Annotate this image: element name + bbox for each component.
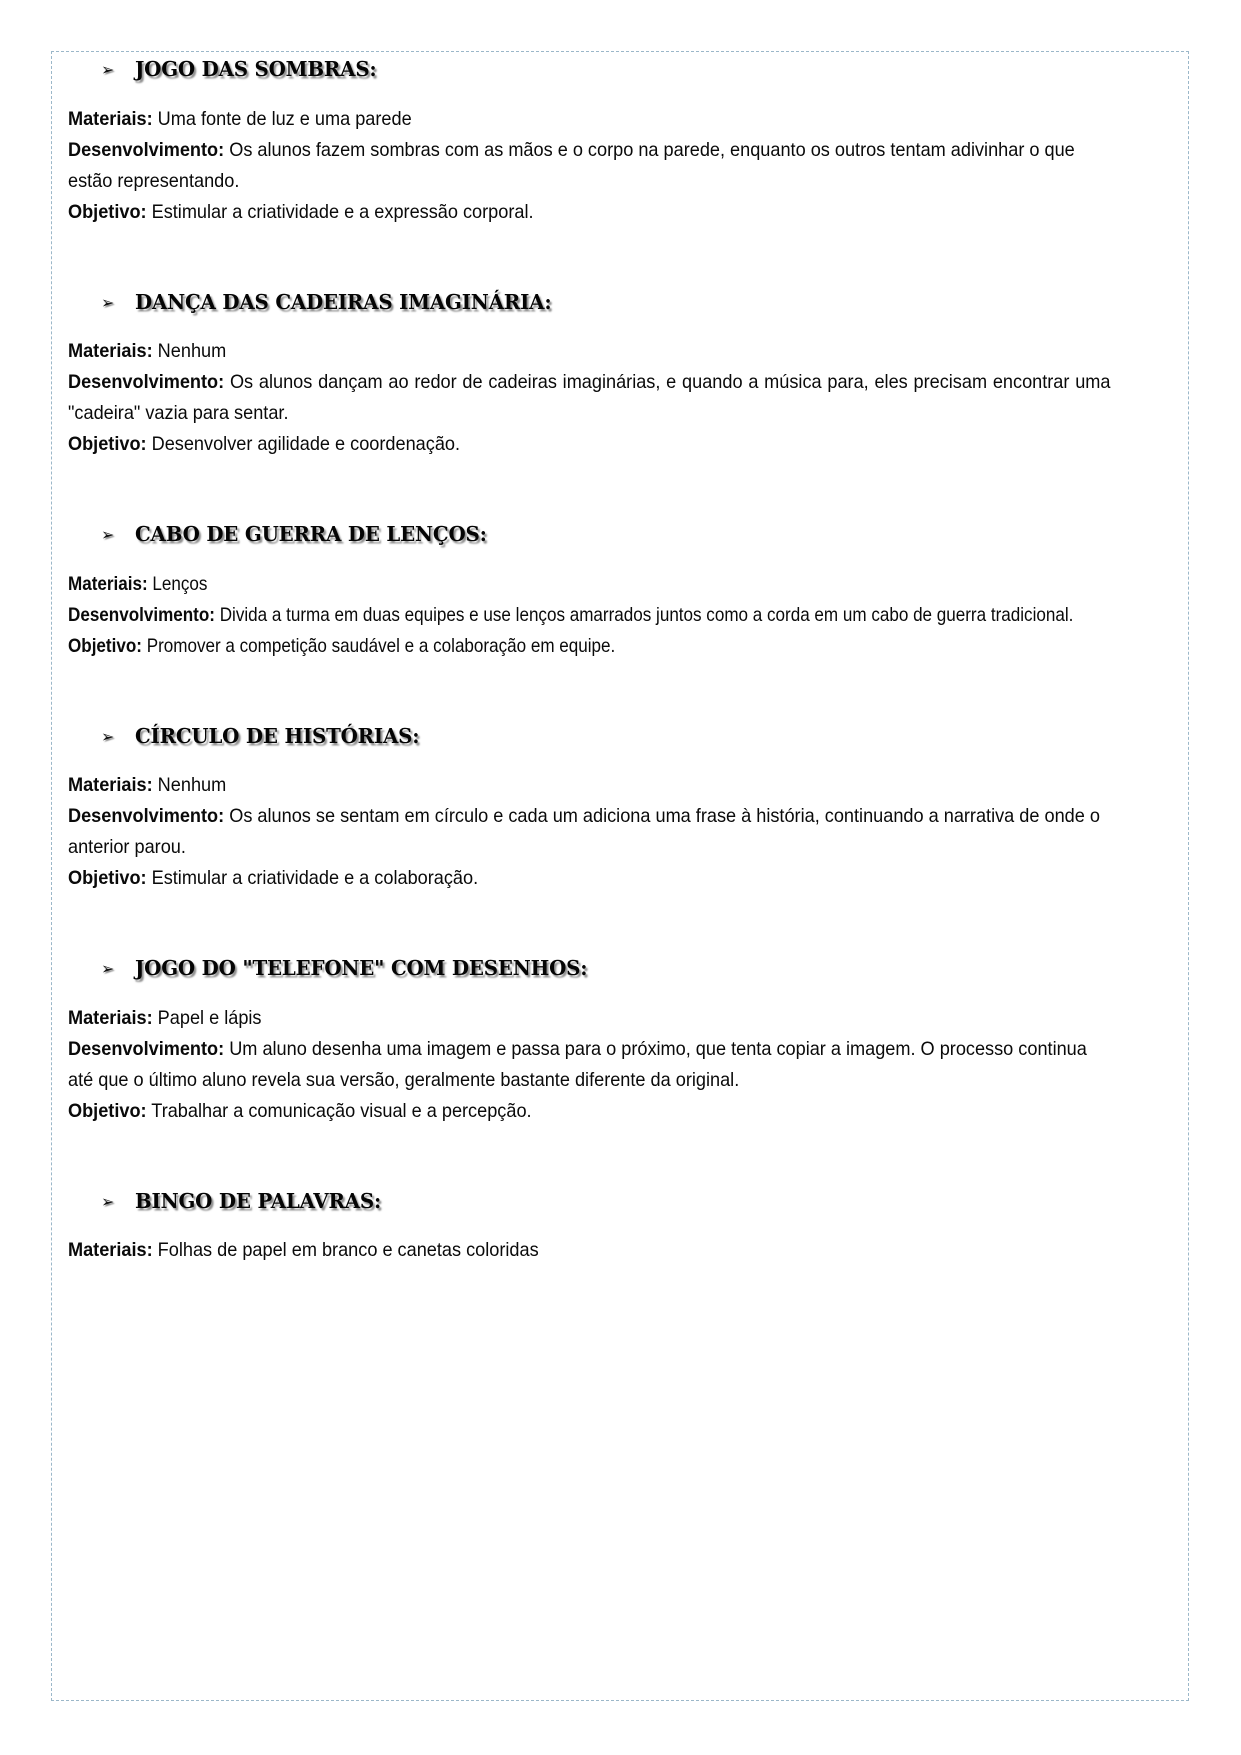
materiais-line xyxy=(68,104,1110,135)
desenvolvimento-line xyxy=(68,600,1110,631)
materiais-value: Nenhum xyxy=(157,774,227,797)
section-title: CÍRCULO DE HISTÓRIAS: xyxy=(135,723,420,748)
objetivo-line xyxy=(68,631,1110,662)
activity-section-jogo-do-telefone-com-desenhos xyxy=(68,957,1110,1127)
section-heading xyxy=(101,1190,1110,1214)
activity-section-bingo-de-palavras xyxy=(68,1190,1110,1267)
objetivo-line xyxy=(68,863,1110,894)
desenvolvimento-label: Desenvolvimento: xyxy=(68,371,225,394)
objetivo-label: Objetivo: xyxy=(68,1099,147,1122)
arrow-bullet-icon: ➢ xyxy=(101,959,115,979)
objetivo-label: Objetivo: xyxy=(68,433,147,456)
objetivo-value: Estimular a criatividade e a colaboração. xyxy=(151,867,479,890)
materiais-line xyxy=(68,1235,1110,1266)
objetivo-line xyxy=(68,197,1110,228)
materiais-label: Materiais: xyxy=(68,1006,153,1029)
activity-section-danca-das-cadeiras-imaginaria xyxy=(68,291,1110,461)
materiais-label: Materiais: xyxy=(68,340,153,363)
objetivo-value: Promover a competição saudável e a colaboração em equipe. xyxy=(146,634,616,657)
materiais-label: Materiais: xyxy=(68,572,148,595)
section-heading xyxy=(101,291,1110,315)
activity-section-circulo-de-historias xyxy=(68,725,1110,895)
arrow-bullet-icon: ➢ xyxy=(101,525,115,545)
objetivo-label: Objetivo: xyxy=(68,634,142,657)
arrow-bullet-icon: ➢ xyxy=(101,726,115,746)
section-title: DANÇA DAS CADEIRAS IMAGINÁRIA: xyxy=(135,289,552,314)
objetivo-value: Desenvolver agilidade e coordenação. xyxy=(151,433,461,456)
materiais-value: Folhas de papel em branco e canetas coloridas xyxy=(157,1239,539,1262)
materiais-label: Materiais: xyxy=(68,107,153,130)
objetivo-label: Objetivo: xyxy=(68,867,147,890)
desenvolvimento-label: Desenvolvimento: xyxy=(68,603,215,626)
desenvolvimento-line xyxy=(68,367,1110,429)
desenvolvimento-value: Os alunos se sentam em círculo e cada um adiciona uma frase à história, continuando a narrativa de onde o anterior parou. xyxy=(68,805,1100,859)
section-heading xyxy=(101,58,1110,82)
section-title: JOGO DAS SOMBRAS: xyxy=(135,57,377,81)
objetivo-value: Estimular a criatividade e a expressão corporal. xyxy=(151,200,534,223)
desenvolvimento-value: Um aluno desenha uma imagem e passa para o próximo, que tenta copiar a imagem. O processo continua até que o último aluno revela sua versão, geralmente bastante diferente da original. xyxy=(68,1037,1087,1091)
activity-section-cabo-de-guerra-de-lencos xyxy=(68,523,1110,662)
arrow-bullet-icon: ➢ xyxy=(101,60,115,79)
section-title: CABO DE GUERRA DE LENÇOS: xyxy=(135,522,487,547)
section-heading xyxy=(101,523,1110,547)
desenvolvimento-value: Divida a turma em duas equipes e use lenços amarrados juntos como a corda em um cabo de guerra tradicional. xyxy=(219,603,1074,626)
materiais-value: Lenços xyxy=(152,572,208,595)
materiais-line xyxy=(68,1003,1110,1034)
materiais-label: Materiais: xyxy=(68,774,153,797)
materiais-line xyxy=(68,569,1110,600)
materiais-line xyxy=(68,336,1110,367)
desenvolvimento-value: Os alunos dançam ao redor de cadeiras imaginárias, e quando a música para, eles precisam encontrar uma "cadeira" vazia para sentar. xyxy=(68,371,1111,425)
document-content xyxy=(68,58,1110,1266)
materiais-value: Papel e lápis xyxy=(157,1006,262,1029)
desenvolvimento-line xyxy=(68,135,1110,197)
section-title: BINGO DE PALAVRAS: xyxy=(135,1188,382,1213)
arrow-bullet-icon: ➢ xyxy=(101,1191,115,1211)
section-title: JOGO DO "TELEFONE" COM DESENHOS: xyxy=(135,956,588,981)
section-heading xyxy=(101,725,1110,749)
desenvolvimento-line xyxy=(68,1034,1110,1096)
desenvolvimento-label: Desenvolvimento: xyxy=(68,138,225,161)
objetivo-line xyxy=(68,429,1110,460)
section-heading xyxy=(101,957,1110,981)
activity-section-jogo-das-sombras xyxy=(68,58,1110,228)
desenvolvimento-value: Os alunos fazem sombras com as mãos e o corpo na parede, enquanto os outros tentam adivinhar o que estão representando. xyxy=(68,138,1075,192)
objetivo-label: Objetivo: xyxy=(68,200,147,223)
objetivo-value: Trabalhar a comunicação visual e a percepção. xyxy=(151,1099,532,1122)
materiais-value: Uma fonte de luz e uma parede xyxy=(157,107,412,130)
objetivo-line xyxy=(68,1096,1110,1127)
materiais-label: Materiais: xyxy=(68,1239,153,1262)
desenvolvimento-label: Desenvolvimento: xyxy=(68,805,225,828)
materiais-value: Nenhum xyxy=(157,340,227,363)
desenvolvimento-label: Desenvolvimento: xyxy=(68,1037,225,1060)
arrow-bullet-icon: ➢ xyxy=(101,292,115,312)
desenvolvimento-line xyxy=(68,801,1110,863)
materiais-line xyxy=(68,770,1110,801)
